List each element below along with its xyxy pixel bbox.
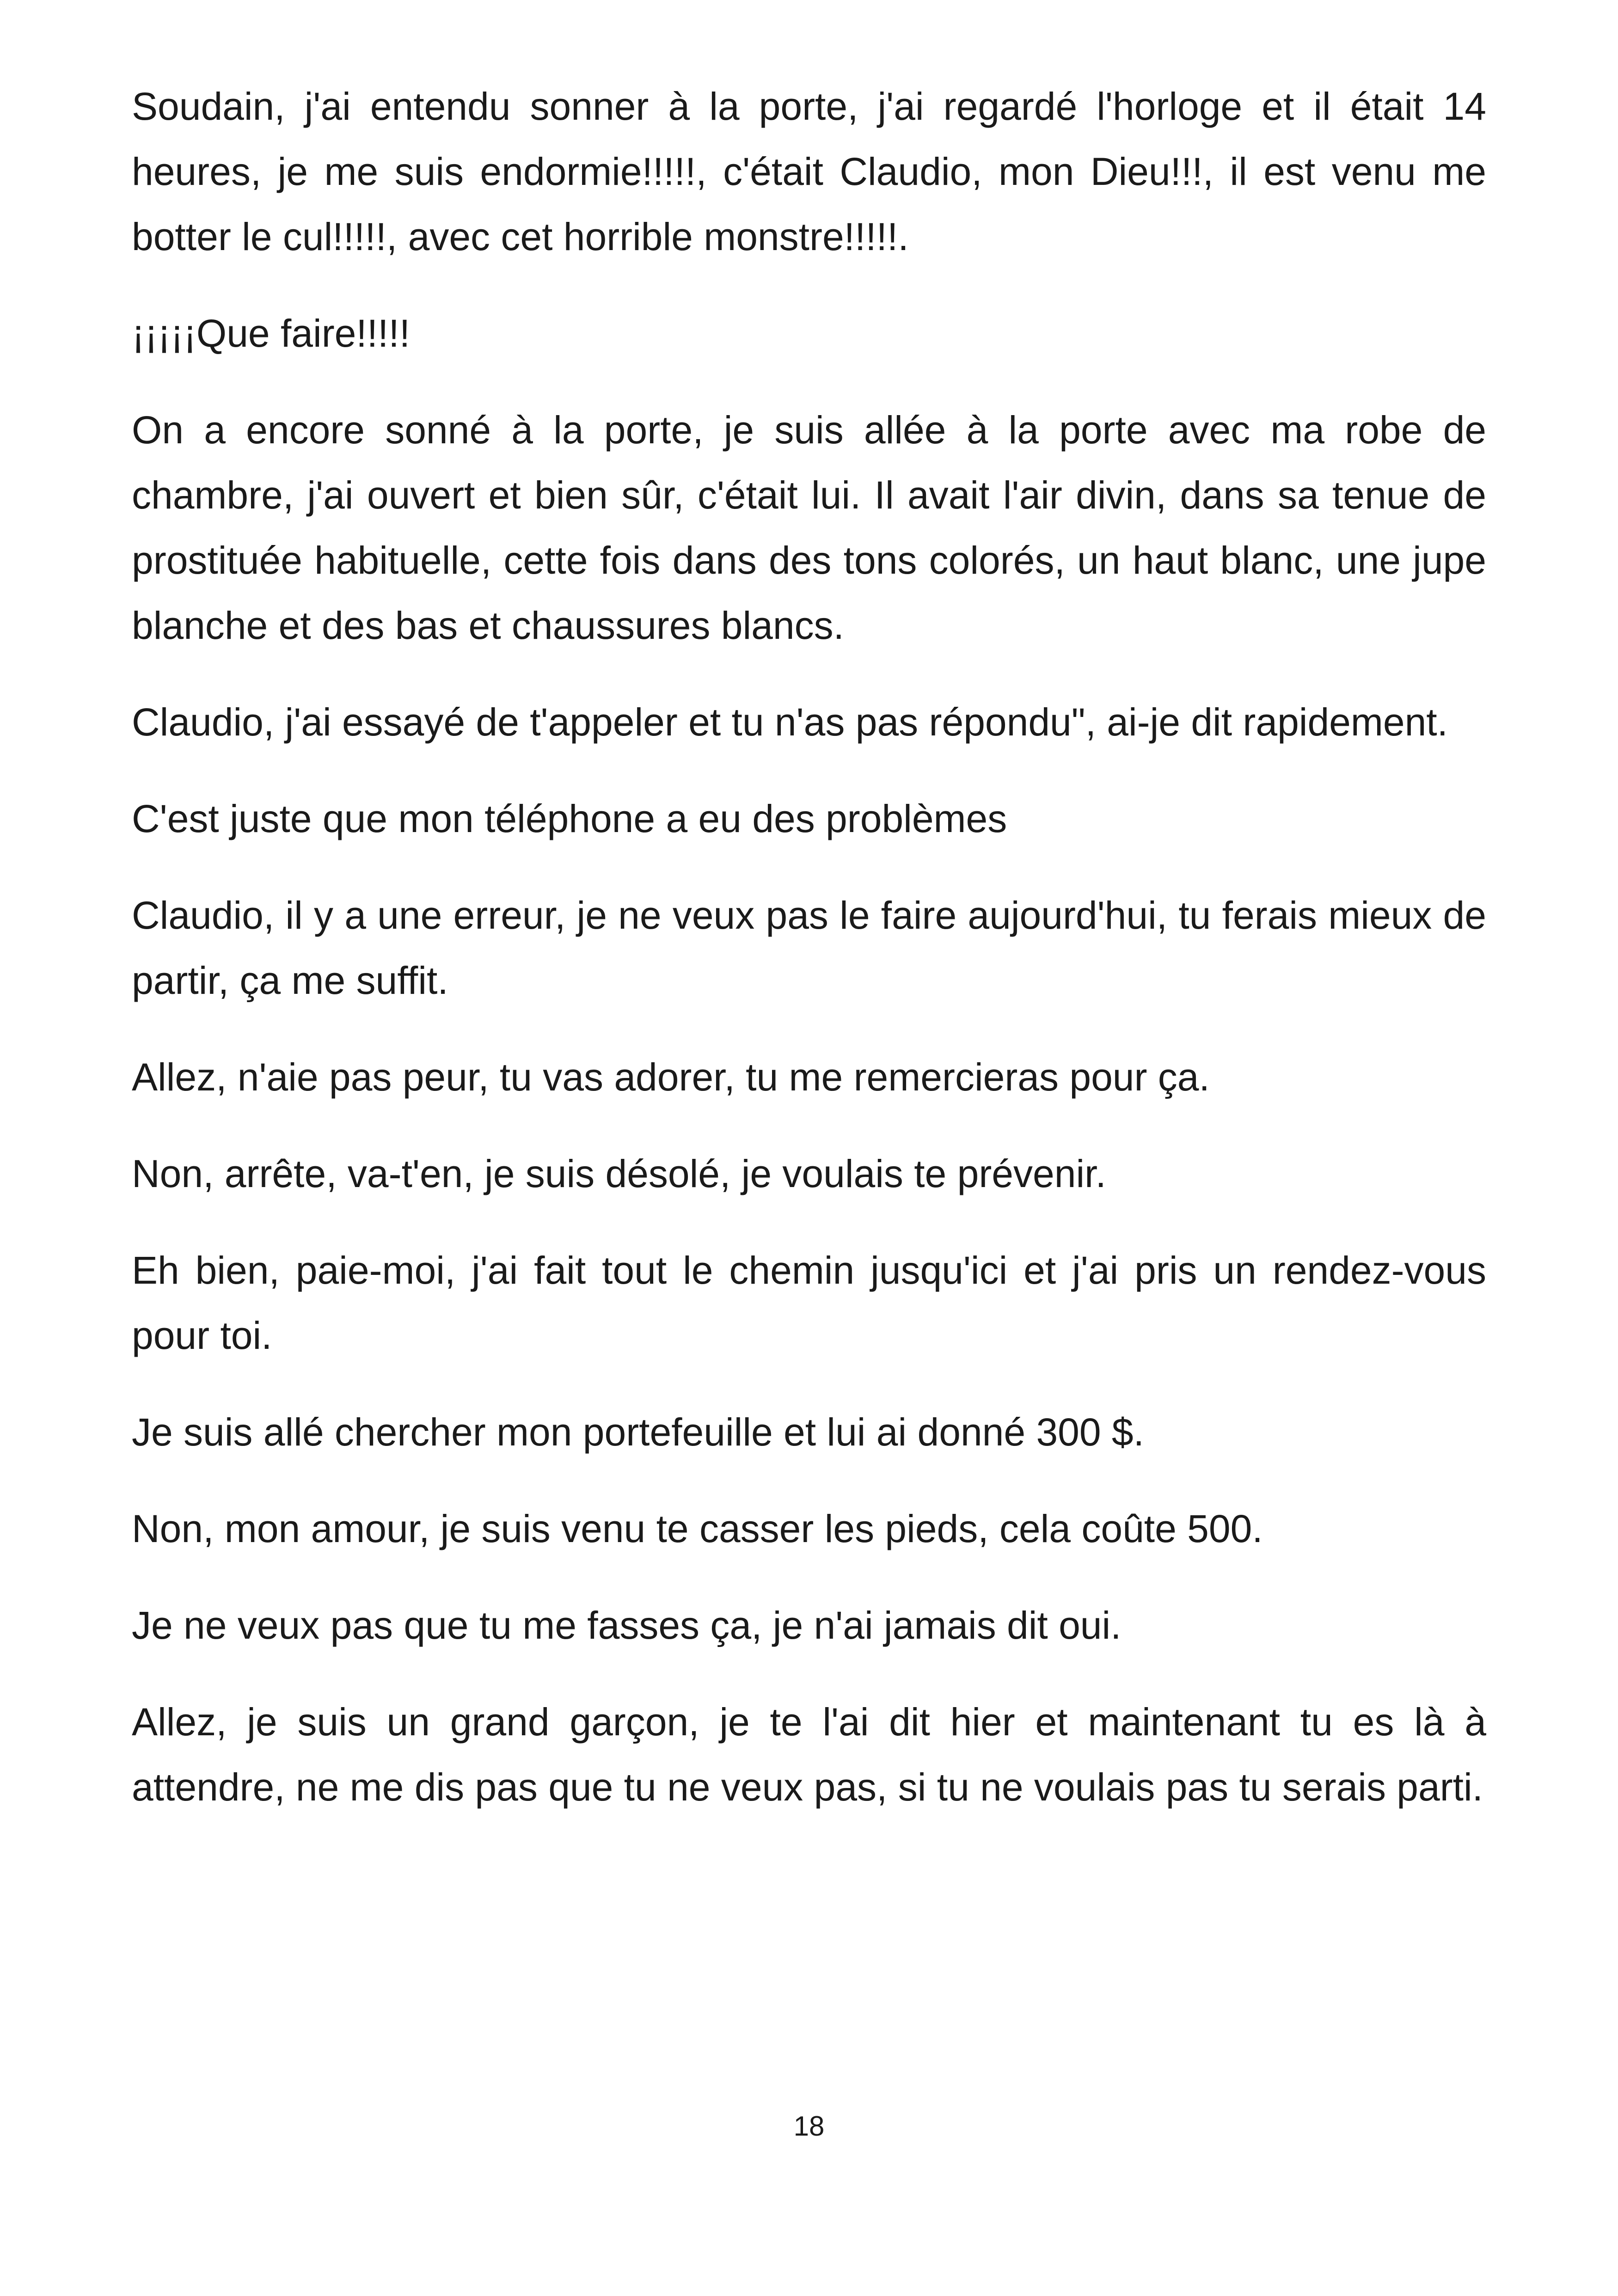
paragraph: Claudio, il y a une erreur, je ne veux pas le faire aujourd'hui, tu ferais mieux de partir, ça me suffit.: [132, 894, 1486, 1002]
paragraph: Eh bien, paie-moi, j'ai fait tout le chemin jusqu'ici et j'ai pris un rendez-vous pour toi.: [132, 1249, 1486, 1357]
paragraph: Je ne veux pas que tu me fasses ça, je n'ai jamais dit oui.: [132, 1604, 1122, 1647]
body-text: [132, 74, 1486, 1851]
paragraph: Soudain, j'ai entendu sonner à la porte, j'ai regardé l'horloge et il était 14 heures, je me suis endormie!!!!!, c'était Claudio, mon Dieu!!!, il est venu me botter le cul!!!!!, avec cet horrible monstre!!!!!.: [132, 85, 1486, 258]
paragraph: Je suis allé chercher mon portefeuille et lui ai donné 300 $.: [132, 1410, 1144, 1454]
paragraph: On a encore sonné à la porte, je suis allée à la porte avec ma robe de chambre, j'ai ouvert et bien sûr, c'était lui. Il avait l'air divin, dans sa tenue de prostituée habituelle, cette fois dans des tons colorés, un haut blanc, une jupe blanche et des bas et chaussures blancs.: [132, 408, 1486, 647]
paragraph: Non, mon amour, je suis venu te casser les pieds, cela coûte 500.: [132, 1507, 1263, 1550]
paragraph: ¡¡¡¡¡Que faire!!!!!: [132, 312, 411, 355]
paragraph: Allez, je suis un grand garçon, je te l'ai dit hier et maintenant tu es là à attendre, ne me dis pas que tu ne veux pas, si tu ne voulais pas tu serais parti.: [132, 1700, 1486, 1809]
paragraph: Claudio, j'ai essayé de t'appeler et tu n'as pas répondu", ai-je dit rapidement.: [132, 700, 1448, 744]
paragraph: Allez, n'aie pas peur, tu vas adorer, tu me remercieras pour ça.: [132, 1055, 1210, 1099]
paragraph: Non, arrête, va-t'en, je suis désolé, je voulais te prévenir.: [132, 1152, 1106, 1195]
paragraph: C'est juste que mon téléphone a eu des problèmes: [132, 797, 1007, 840]
page-number: 18: [793, 2111, 825, 2142]
